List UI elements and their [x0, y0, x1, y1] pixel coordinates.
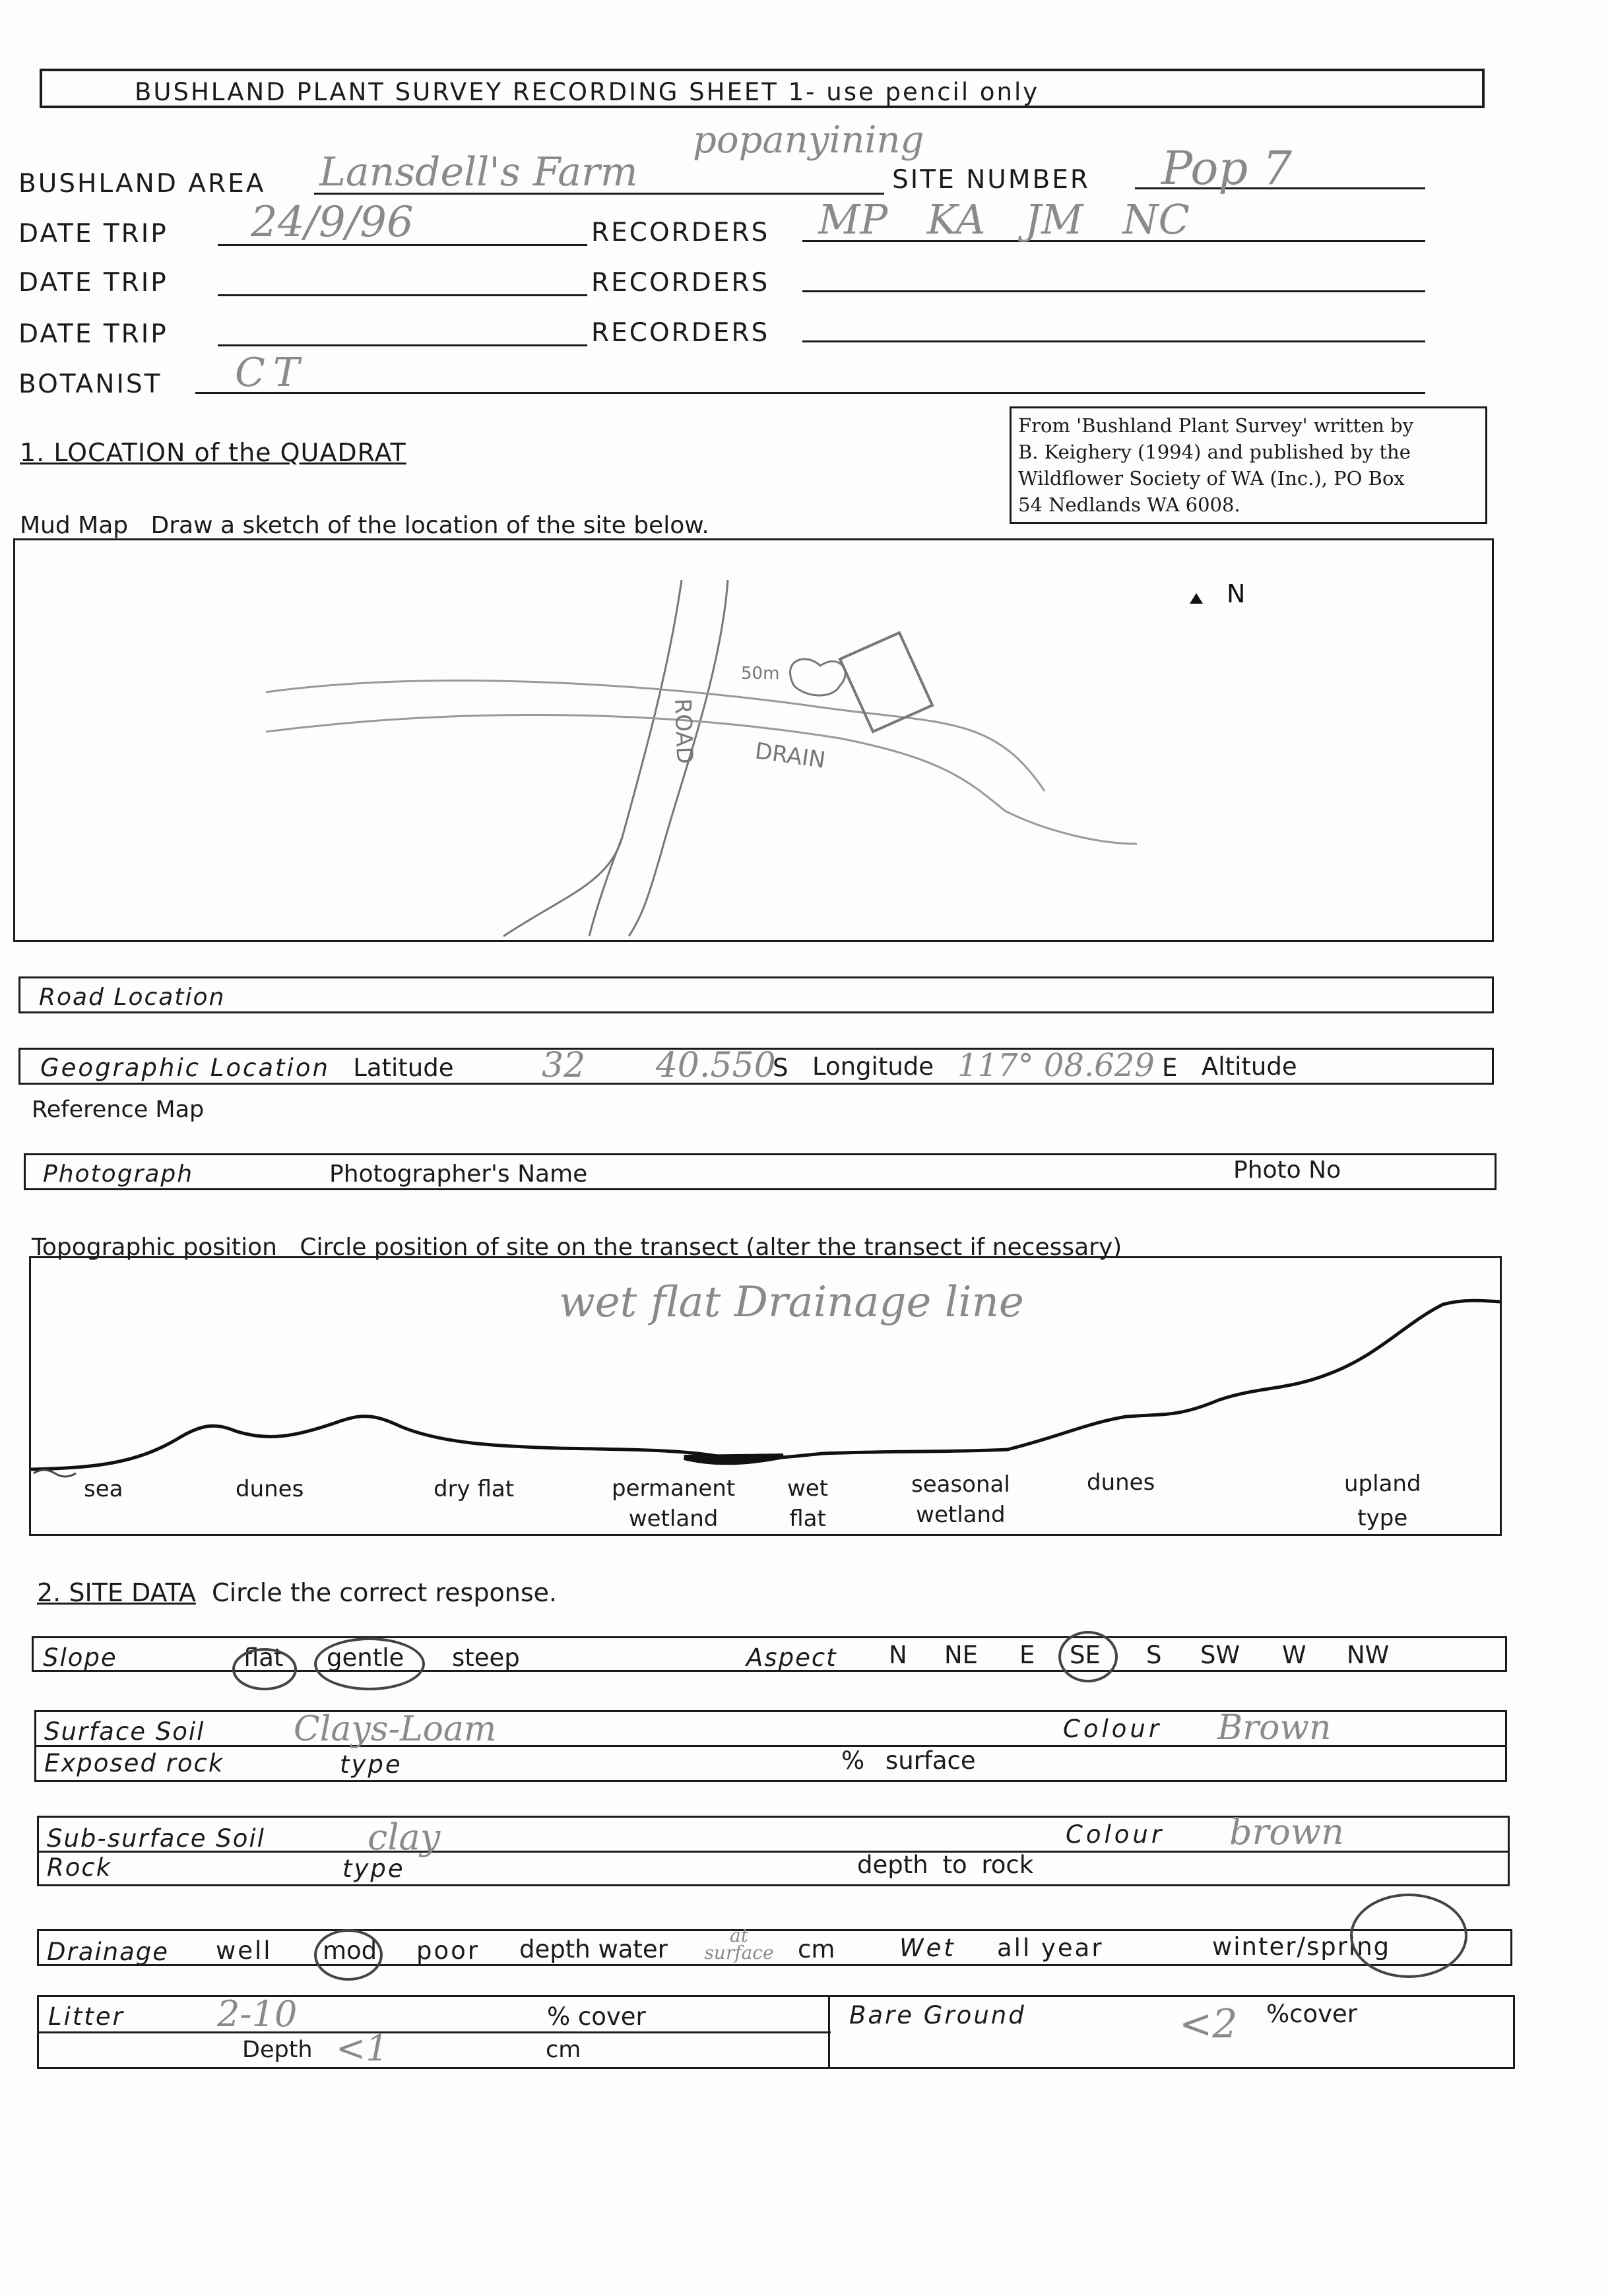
- topo-note: wet flat Drainage line: [559, 1278, 1024, 1327]
- map-distance-label: 50m: [741, 664, 780, 684]
- geographic-label: Geographic Location: [40, 1054, 330, 1082]
- citation-line-3: Wildflower Society of WA (Inc.), PO Box: [1018, 467, 1405, 490]
- subsurface-soil-label: Sub-surface Soil: [47, 1824, 265, 1853]
- topographic-instruction: Circle position of site on the transect (alter the transect if necessary): [300, 1234, 1122, 1261]
- topographic-label: Topographic position: [32, 1234, 277, 1261]
- transect-label-dunes-1: [236, 1476, 304, 1502]
- citation-line-1: From 'Bushland Plant Survey' written by: [1018, 414, 1414, 437]
- drainage-label: Drainage: [47, 1938, 170, 1966]
- site-data-heading: 2. SITE DATA: [37, 1578, 196, 1607]
- recorders-1-label: RECORDERS: [591, 218, 770, 247]
- longitude-field[interactable]: 117° 08.629: [957, 1047, 1155, 1084]
- transect-label-seasonal-wetland: [911, 1469, 1010, 1530]
- date-trip-1-label: DATE TRIP: [18, 219, 168, 249]
- mud-map-box[interactable]: [13, 538, 1494, 942]
- transect-label-dry-flat: [434, 1476, 514, 1502]
- transect-label-line: permanent: [612, 1475, 736, 1502]
- geographic-content: [40, 1054, 454, 1082]
- aspect-option-n[interactable]: N: [889, 1641, 907, 1669]
- drainage-mod-circle: [314, 1929, 383, 1981]
- transect-label-line: dunes: [1087, 1469, 1155, 1496]
- date-trip-3-line: [218, 344, 587, 346]
- transect-label-line: type: [1357, 1505, 1408, 1531]
- litter-bare-ground-table[interactable]: [37, 1995, 1515, 2069]
- transect-label-sea: [84, 1476, 123, 1502]
- surface-colour-field[interactable]: Brown: [1217, 1708, 1332, 1748]
- aspect-option-se[interactable]: SE: [1070, 1641, 1101, 1669]
- mud-map-sketch: [15, 540, 1492, 940]
- transect-label-line: dunes: [236, 1476, 304, 1502]
- citation-line-2: B. Keighery (1994) and published by the: [1018, 441, 1411, 463]
- altitude-label: Altitude: [1202, 1052, 1297, 1081]
- depth-to-rock-label: depth to rock: [857, 1851, 1034, 1879]
- site-data-instruction: Circle the correct response.: [212, 1578, 558, 1607]
- drainage-option-well[interactable]: well: [216, 1936, 273, 1965]
- date-trip-2-line: [218, 294, 587, 296]
- road-location-row[interactable]: [18, 976, 1494, 1013]
- terrain-line: [31, 1300, 1500, 1469]
- transect-label-line: wetland: [916, 1502, 1006, 1528]
- title-bar: [40, 69, 1485, 108]
- surface-soil-field[interactable]: Clays-Loam: [294, 1709, 497, 1749]
- citation-line-4: 54 Nedlands WA 6008.: [1018, 494, 1240, 516]
- slope-option-flat[interactable]: flat: [243, 1643, 284, 1672]
- road-left-edge: [503, 580, 682, 936]
- photo-no-label: Photo No: [1233, 1157, 1341, 1184]
- botanist-line: [195, 392, 1425, 394]
- bush-sketch: [790, 659, 846, 695]
- transect-label-line: wetland: [628, 1506, 719, 1532]
- botanist-label: BOTANIST: [18, 369, 162, 399]
- transect-label-line: sea: [84, 1476, 123, 1502]
- litter-divider-horizontal: [39, 2031, 831, 2033]
- litter-label: Litter: [48, 2002, 125, 2031]
- aspect-option-w[interactable]: W: [1282, 1641, 1306, 1669]
- depth-unit: cm: [546, 2037, 581, 2063]
- transect-label-dunes-2: [1087, 1469, 1155, 1496]
- depth-water-unit: cm: [798, 1935, 835, 1963]
- rock-label: Rock: [47, 1853, 112, 1882]
- recorders-2-label: RECORDERS: [591, 268, 770, 298]
- photograph-row[interactable]: [24, 1153, 1497, 1190]
- slope-gentle-circle: [314, 1638, 425, 1690]
- litter-cover-label: % cover: [547, 2002, 646, 2031]
- photographer-label: Photographer's Name: [329, 1161, 588, 1188]
- bushland-area-label: BUSHLAND AREA: [18, 169, 266, 199]
- depth-water-label: depth water: [519, 1935, 668, 1963]
- map-road-label: ROAD: [669, 697, 698, 765]
- surface-soil-label: Surface Soil: [44, 1717, 205, 1746]
- recorders-3-label: RECORDERS: [591, 318, 770, 348]
- transect-label-wet-flat: [787, 1473, 828, 1534]
- recorders-3-line: [802, 340, 1425, 342]
- road-location-label: Road Location: [39, 984, 226, 1011]
- subsurface-colour-field[interactable]: brown: [1229, 1811, 1344, 1853]
- aspect-option-s[interactable]: S: [1146, 1641, 1162, 1669]
- litter-field[interactable]: 2-10: [217, 1993, 298, 2035]
- transect-label-line: flat: [789, 1506, 826, 1532]
- subsurface-colour-label: Colour: [1066, 1820, 1165, 1849]
- wet-winter-spring-circle: [1350, 1894, 1467, 1978]
- map-drain-label: DRAIN: [753, 738, 827, 774]
- litter-divider-vertical: [828, 1997, 830, 2067]
- mud-map-instruction: Draw a sketch of the location of the site below.: [150, 512, 709, 539]
- recorders-1-field[interactable]: MP KA JM NC: [818, 195, 1190, 243]
- transect-label-line: dry flat: [434, 1476, 515, 1502]
- exposed-rock-row[interactable]: [34, 1745, 1507, 1782]
- depth-water-field[interactable]: at surface: [704, 1925, 774, 1963]
- transect-label-permanent-wetland: [612, 1473, 735, 1534]
- bare-ground-cover-label: %cover: [1266, 2000, 1358, 2028]
- longitude-suffix: E: [1162, 1054, 1178, 1082]
- recorders-2-line: [802, 290, 1425, 292]
- aspect-option-e[interactable]: E: [1019, 1641, 1035, 1669]
- slope-option-steep[interactable]: steep: [452, 1643, 520, 1672]
- longitude-label: Longitude: [812, 1052, 934, 1081]
- depth-field[interactable]: <1: [336, 2027, 389, 2069]
- surface-colour-label: Colour: [1063, 1715, 1163, 1743]
- aspect-se-circle: [1058, 1631, 1118, 1682]
- bushland-area-field[interactable]: Lansdell's Farm: [319, 149, 638, 195]
- map-north-label: N: [1227, 579, 1246, 608]
- aspect-option-nw[interactable]: NW: [1347, 1641, 1390, 1669]
- surface-soil-row[interactable]: [34, 1710, 1507, 1747]
- area-note: popanyining: [693, 119, 924, 162]
- geographic-location-row[interactable]: [18, 1048, 1494, 1085]
- transect-label-line: seasonal: [911, 1471, 1010, 1498]
- rock-row[interactable]: [37, 1851, 1510, 1886]
- aspect-label: Aspect: [746, 1643, 837, 1672]
- photograph-label: Photograph: [43, 1161, 194, 1188]
- site-number-label: SITE NUMBER: [892, 165, 1090, 195]
- citation-box: [1010, 406, 1487, 524]
- slope-option-gentle[interactable]: gentle: [327, 1643, 404, 1672]
- aspect-option-sw[interactable]: SW: [1200, 1641, 1240, 1669]
- drainage-option-poor[interactable]: poor: [416, 1936, 480, 1965]
- botanist-field[interactable]: CT: [235, 350, 307, 396]
- drainage-row[interactable]: [37, 1925, 1512, 1966]
- north-arrow-icon: [1190, 593, 1203, 604]
- date-trip-3-label: DATE TRIP: [18, 319, 168, 349]
- location-heading: 1. LOCATION of the QUADRAT: [20, 438, 406, 467]
- slope-flat-circle: [232, 1648, 297, 1690]
- rock-type-label: type: [342, 1855, 405, 1883]
- drain-lower-edge: [266, 715, 1137, 844]
- exposed-rock-label: Exposed rock: [44, 1749, 224, 1777]
- exposed-rock-type-label: type: [340, 1750, 402, 1779]
- date-trip-2-label: DATE TRIP: [18, 268, 168, 298]
- quadrat-square: [840, 633, 932, 732]
- wet-option-all-year[interactable]: all year: [997, 1934, 1104, 1962]
- sheet-title: BUSHLAND PLANT SURVEY RECORDING SHEET 1- use pencil only: [135, 78, 1040, 106]
- permanent-wetland-fill: [684, 1456, 783, 1462]
- depth-label: Depth: [242, 2037, 313, 2063]
- latitude-label: Latitude: [353, 1054, 454, 1082]
- transect-box[interactable]: [29, 1256, 1502, 1536]
- slope-label: Slope: [43, 1643, 117, 1672]
- reference-map-label: Reference Map: [32, 1097, 205, 1123]
- bare-ground-label: Bare Ground: [849, 2001, 1026, 2029]
- transect-label-line: upland: [1344, 1471, 1421, 1497]
- site-data-heading-row: [37, 1578, 557, 1607]
- transect-label-line: wet: [787, 1475, 829, 1502]
- road-center-line: [589, 837, 622, 936]
- date-trip-1-field[interactable]: 24/9/96: [251, 198, 414, 247]
- wet-option-winter-spring[interactable]: winter/spring: [1212, 1932, 1391, 1961]
- subsurface-soil-field[interactable]: clay: [368, 1816, 441, 1858]
- mud-map-label: Mud Map: [20, 512, 129, 539]
- transect-label-upland: [1344, 1467, 1421, 1535]
- aspect-option-ne[interactable]: NE: [944, 1641, 979, 1669]
- mud-map-instruction-row: [20, 512, 709, 539]
- drainage-option-mod[interactable]: mod: [323, 1936, 377, 1965]
- latitude-suffix: S: [773, 1054, 789, 1082]
- percent-surface-label: % surface: [841, 1746, 976, 1775]
- subsurface-soil-row[interactable]: [37, 1811, 1510, 1858]
- site-number-field[interactable]: Pop 7: [1161, 141, 1293, 195]
- sea-wave-icon: [34, 1470, 76, 1477]
- latitude-field[interactable]: 32 40.550: [542, 1046, 776, 1085]
- bare-ground-field[interactable]: <2: [1179, 2001, 1238, 2047]
- wet-label: Wet: [899, 1934, 956, 1962]
